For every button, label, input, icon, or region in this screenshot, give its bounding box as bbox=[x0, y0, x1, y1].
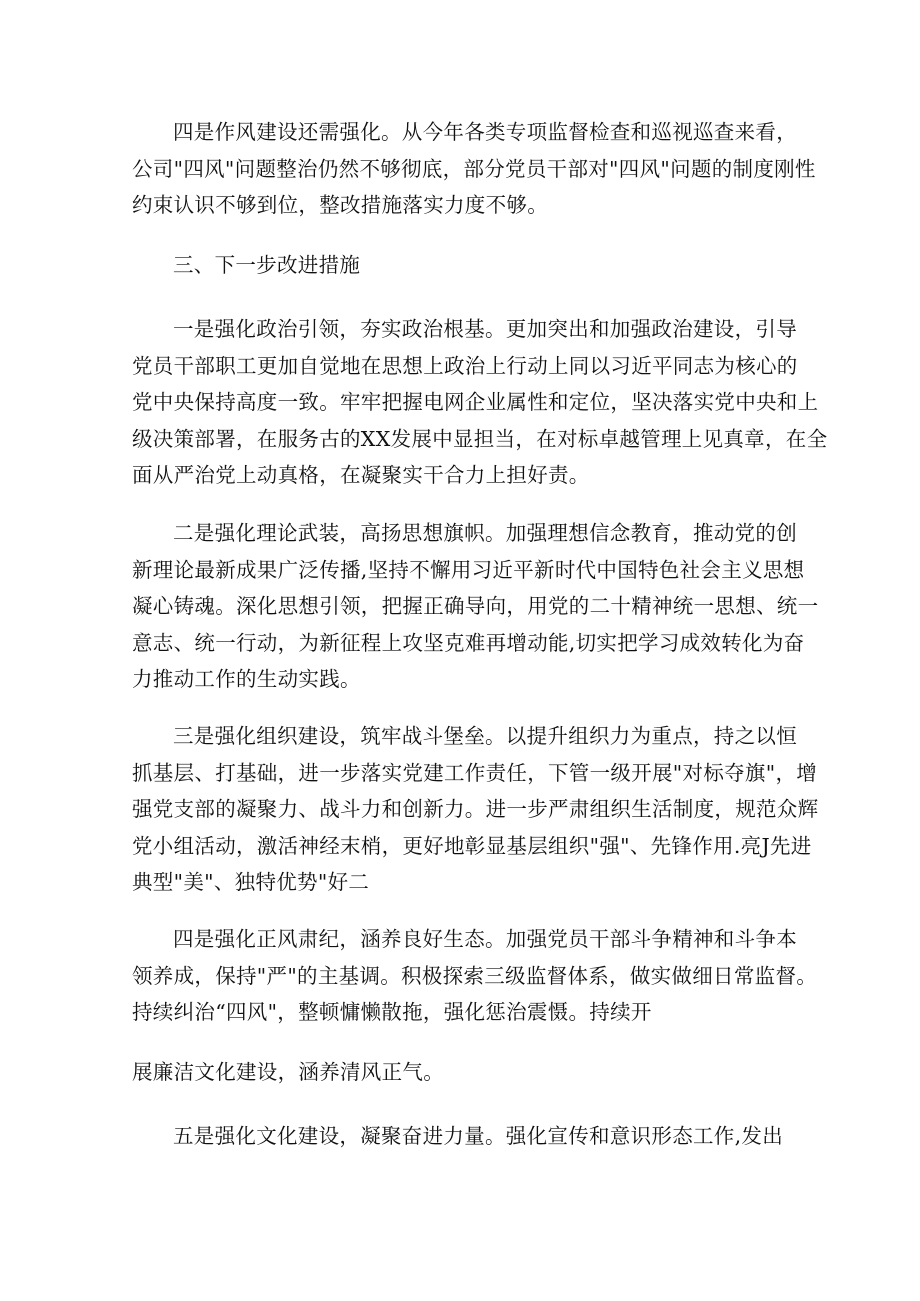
text-line: 约束认识不够到位，整改措施落实力度不够。 bbox=[132, 193, 548, 217]
text-line: 力推动工作的生动实践。 bbox=[132, 667, 361, 691]
text-line: 新理论最新成果广泛传播,坚持不懈用习近平新时代中国特色社会主义思想 bbox=[132, 557, 805, 582]
text-line: 党员干部职工更加自觉地在思想上政治上行动上同以习近平同志为核心的 bbox=[132, 353, 798, 378]
text-line: 抓基层、打基础，进一步落实党建工作责任，下管一级开展"对标夺旗"，增 bbox=[132, 760, 818, 785]
text-line: 一是强化政治引领，夯实政治根基。更加突出和加强政治建设，引导 bbox=[173, 317, 797, 341]
paragraph-culture-building bbox=[173, 1118, 793, 1155]
text-line: 公司"四风"问题整治仍然不够彻底，部分党员干部对"四风"问题的制度刚性 bbox=[132, 156, 816, 181]
text-line: 凝心铸魂。深化思想引领，把握正确导向，用党的二十精神统一思想、统一 bbox=[132, 594, 819, 618]
paragraph-integrity-culture bbox=[132, 1054, 793, 1091]
text-line: 强党支部的凝聚力、战斗力和创新力。进一步严肃组织生活制度，规范众辉 bbox=[132, 797, 819, 821]
text-line: 展廉洁文化建设，涵养清风正气。 bbox=[132, 1060, 444, 1084]
paragraph-political-leadership bbox=[132, 311, 828, 494]
text-line: 二是强化理论武装，高扬思想旗帜。加强理想信念教育，推动党的创 bbox=[173, 521, 797, 545]
text-line: 四是强化正风肃纪，涵养良好生态。加强党员干部斗争精神和斗争本 bbox=[173, 927, 797, 951]
paragraph-theory-arming bbox=[132, 515, 819, 698]
heading-text: 三、下一步改进措施 bbox=[173, 253, 361, 277]
text-line: 持续纠治“四风"，整顿慵懒散拖，强化惩治震慑。持续开 bbox=[132, 1000, 652, 1024]
text-line: 面从严治党上动真格，在凝聚实干合力上担好责。 bbox=[132, 463, 590, 487]
text-line: 级决策部署，在服务古的XX发展中显担当，在对标卓越管理上见真章，在全 bbox=[132, 426, 828, 451]
paragraph-discipline bbox=[132, 921, 818, 1031]
text-line: 党小组活动，激活神经末梢，更好地彰显基层组织"强"、先锋作用.亮J先进 bbox=[132, 833, 812, 858]
text-line: 典型"美"、独特优势"好二 bbox=[132, 870, 370, 894]
text-line: 领养成，保持"严"的主基调。积极探索三级监督体系，做实做细日常监督。 bbox=[132, 963, 818, 988]
text-line: 四是作风建设还需强化。从今年各类专项监督检查和巡视巡查来看， bbox=[173, 120, 797, 144]
section-heading bbox=[173, 247, 793, 284]
text-line: 五是强化文化建设，凝聚奋进力量。强化宣传和意识形态工作,发出 bbox=[173, 1124, 784, 1148]
text-line: 意志、统一行动，为新征程上攻坚克难再增动能,切实把学习成效转化为奋 bbox=[132, 630, 805, 655]
paragraph-organization-building bbox=[132, 718, 819, 901]
text-line: 三是强化组织建设，筑牢战斗堡垒。以提升组织力为重点，持之以恒 bbox=[173, 724, 797, 748]
text-line: 党中央保持高度一致。牢牢把握电网企业属性和定位，坚决落实党中央和上 bbox=[132, 390, 819, 414]
paragraph-style-building bbox=[132, 114, 816, 224]
